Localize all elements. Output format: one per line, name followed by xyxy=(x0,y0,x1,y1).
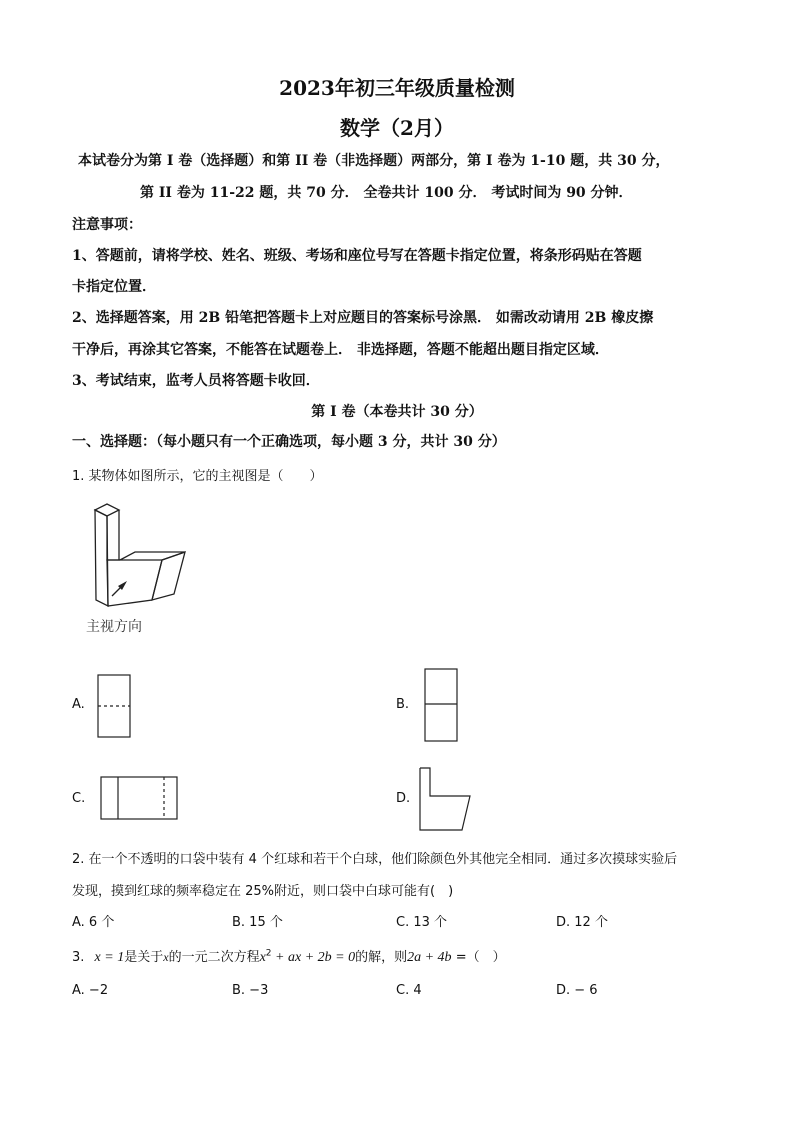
q2-option-c[interactable]: C. 13 个 xyxy=(396,915,448,930)
q3-text-1: 是关于 xyxy=(124,950,164,965)
q2-option-d[interactable]: D. 12 个 xyxy=(556,915,608,930)
q3-option-d[interactable]: D. − 6 xyxy=(556,983,598,998)
q3-text-3: 的解，则 xyxy=(355,950,408,965)
q3-number: 3. xyxy=(72,950,85,965)
q3-option-c[interactable]: C. 4 xyxy=(396,983,422,998)
q1-option-c-figure xyxy=(100,776,182,822)
q1-option-d-figure xyxy=(418,766,474,834)
q3-tail: =（ ） xyxy=(451,950,506,965)
q2-option-a[interactable]: A. 6 个 xyxy=(72,915,115,930)
volume-title: 第 I 卷（本卷共计 30 分） xyxy=(311,404,483,420)
note-1-line-1: 1、答题前，请将学校、姓名、班级、考场和座位号写在答题卡指定位置，将条形码贴在答题 xyxy=(72,248,642,264)
note-2-line-2: 干净后，再涂其它答案，不能答在试题卷上． 非选择题，答题不能超出题目指定区域． xyxy=(72,342,609,358)
question-1-solid-figure xyxy=(80,500,200,620)
q3-var-x: x xyxy=(163,950,169,964)
intro-line-2: 第 II 卷为 11-22 题，共 70 分． 全卷共计 100 分． 考试时间为 90 分钟． xyxy=(140,185,633,201)
q3-expression: 2a + 4b xyxy=(407,950,452,965)
intro-line-1: 本试卷分为第 I 卷（选择题）和第 II 卷（非选择题）两部分，第 I 卷为 1-10 题，共 30 分， xyxy=(78,153,670,169)
q1-option-b-figure xyxy=(423,668,463,744)
page-title: 2023年初三年级质量检测 xyxy=(279,76,515,100)
q1-option-b-label[interactable]: B. xyxy=(396,697,410,712)
q3-equation-x: x xyxy=(259,950,266,965)
note-3: 3、考试结束，监考人员将答题卡收回． xyxy=(72,373,320,389)
question-3-stem xyxy=(72,946,506,966)
q3-option-b[interactable]: B. −3 xyxy=(232,983,269,998)
note-1-line-2: 卡指定位置． xyxy=(72,279,156,295)
note-2-line-1: 2、选择题答案，用 2B 铅笔把答题卡上对应题目的答案标号涂黑． 如需改动请用 2B 橡皮擦 xyxy=(72,310,654,326)
q3-text-2: 的一元二次方程 xyxy=(168,950,260,965)
q1-option-d-label[interactable]: D. xyxy=(396,791,411,806)
page-subtitle: 数学（2月） xyxy=(340,116,454,140)
notes-heading: 注意事项： xyxy=(72,217,142,233)
q3-equation-sup: 2 xyxy=(265,948,272,959)
question-2-stem-line-2: 发现，摸到红球的频率稳定在 25%附近，则口袋中白球可能有( ) xyxy=(72,884,454,899)
q1-option-c-label[interactable]: C. xyxy=(72,791,86,806)
q1-option-a-label[interactable]: A. xyxy=(72,697,85,712)
q3-equation-rest: + ax + 2b = 0 xyxy=(271,950,356,965)
figure-caption: 主视方向 xyxy=(86,619,142,635)
q3-option-a[interactable]: A. −2 xyxy=(72,983,109,998)
q2-option-b[interactable]: B. 15 个 xyxy=(232,915,283,930)
question-1-stem: 1. 某物体如图所示，它的主视图是（ ） xyxy=(72,469,323,484)
q1-option-a-figure xyxy=(96,674,136,740)
q3-x-equation: x = 1 xyxy=(94,950,125,965)
part-title: 一、选择题：（每小题只有一个正确选项，每小题 3 分，共计 30 分） xyxy=(72,434,506,450)
question-2-stem-line-1: 2. 在一个不透明的口袋中装有 4 个红球和若干个白球，他们除颜色外其他完全相同．通过多次摸球实验后 xyxy=(72,852,678,867)
